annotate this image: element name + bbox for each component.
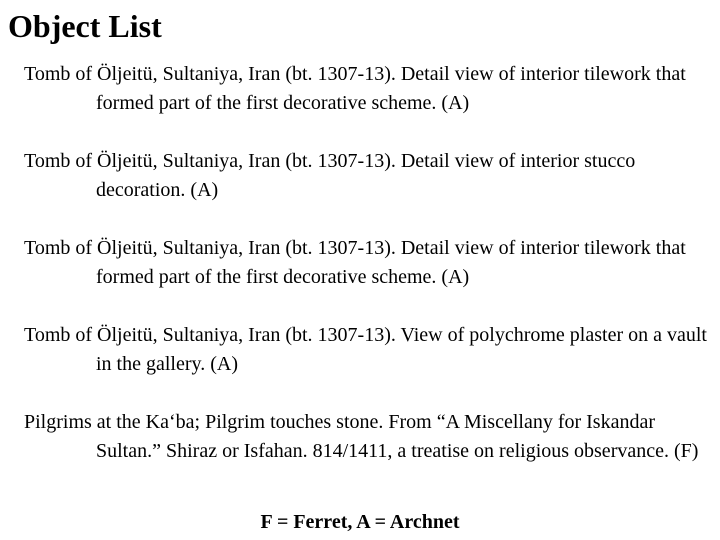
page-title: Object List (8, 8, 162, 44)
list-item: Pilgrims at the Ka‘ba; Pilgrim touches stone. From “A Miscellany for Iskandar Sultan.” Shiraz or Isfahan. 814/1411, a treatise on religious observance. (F) (24, 411, 699, 462)
list-item: Tomb of Öljeitü, Sultaniya, Iran (bt. 1307-13). Detail view of interior tilework that formed part of the first decorative scheme. (A) (24, 63, 686, 114)
object-list (24, 60, 714, 495)
list-item: Tomb of Öljeitü, Sultaniya, Iran (bt. 1307-13). View of polychrome plaster on a vault in the gallery. (A) (24, 324, 707, 375)
list-item: Tomb of Öljeitü, Sultaniya, Iran (bt. 1307-13). Detail view of interior tilework that formed part of the first decorative scheme. (A) (24, 237, 686, 288)
list-item: Tomb of Öljeitü, Sultaniya, Iran (bt. 1307-13). Detail view of interior stucco decoration. (A) (24, 150, 636, 201)
source-legend: F = Ferret, A = Archnet (260, 511, 460, 533)
